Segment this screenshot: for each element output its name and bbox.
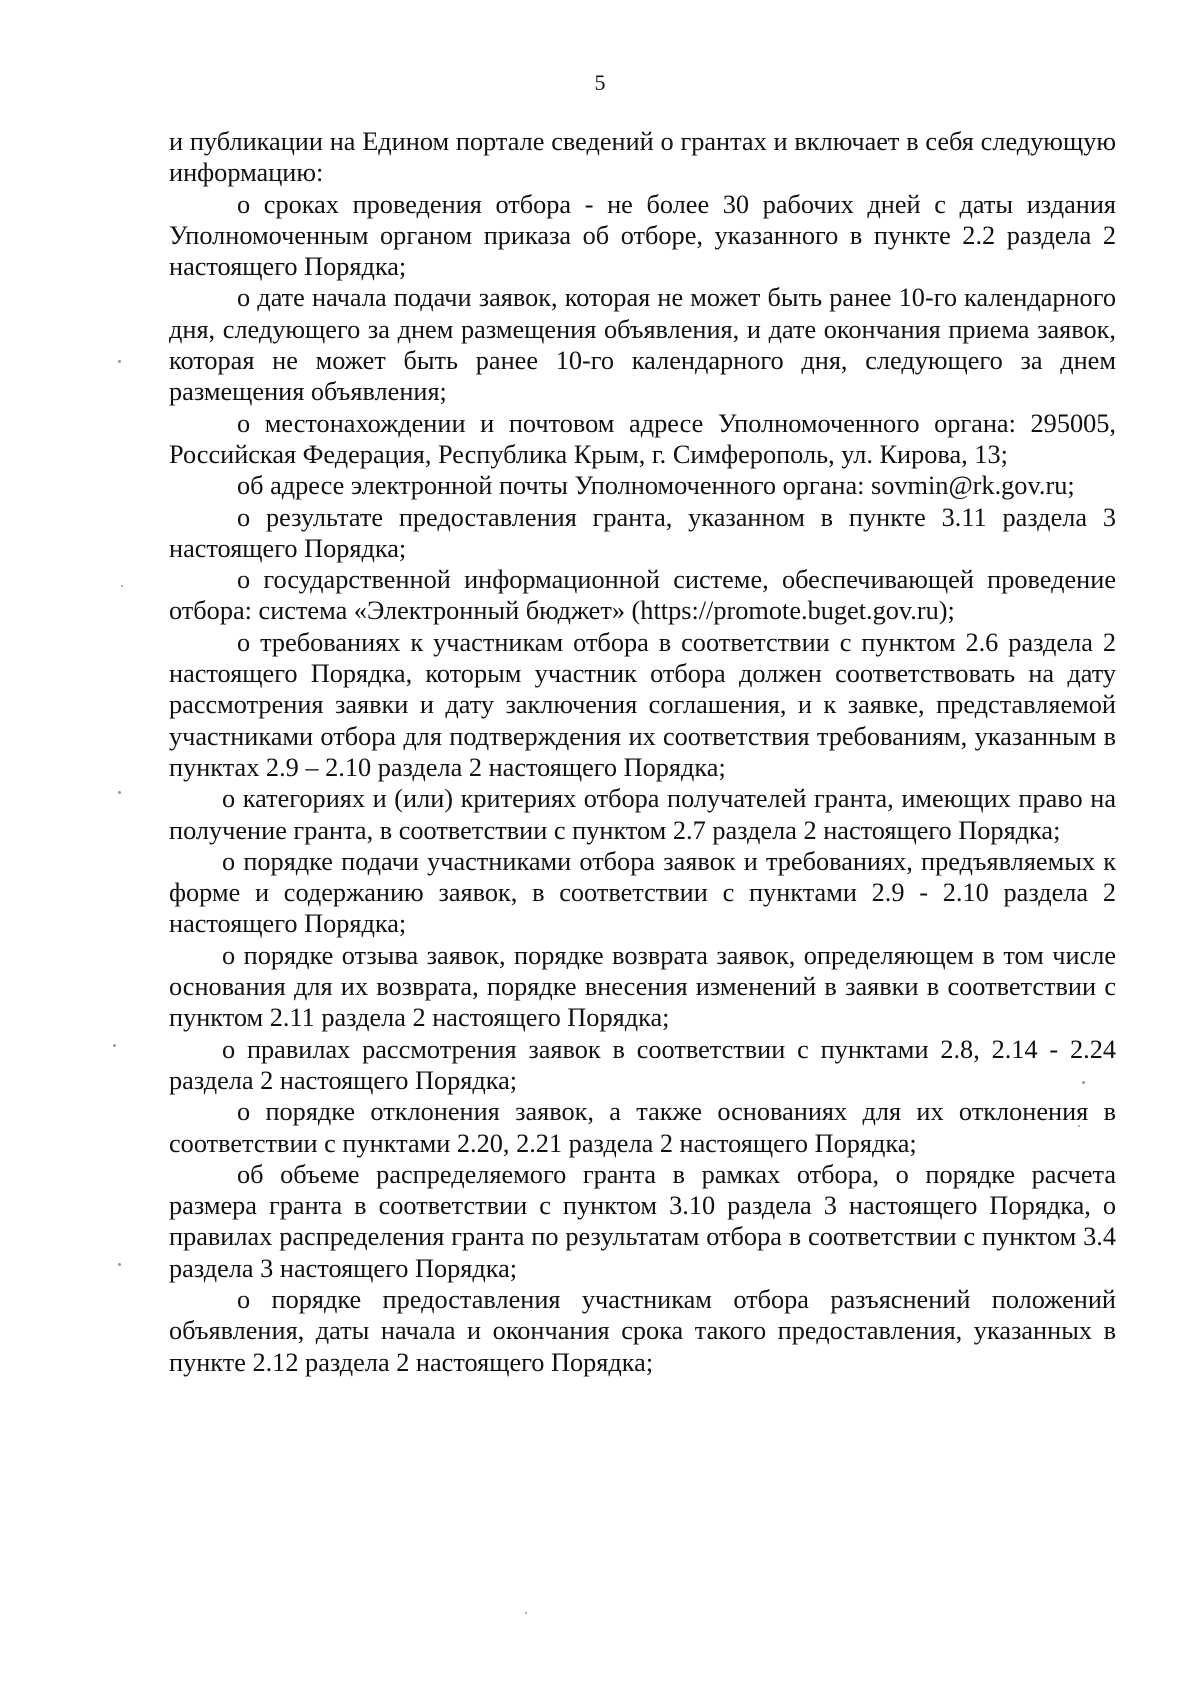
scan-speck	[113, 1044, 116, 1047]
paragraph-rejection: о порядке отклонения заявок, а также основаниях для их отклонения в соответствии с пунктами 2.20, 2.21 раздела 2 настоящего Порядка;	[169, 1097, 1116, 1158]
paragraph-deadlines: о сроках проведения отбора - не более 30 рабочих дней с даты издания Уполномоченным органом приказа об отборе, указанного в пункте 2.2 раздела 2 настоящего Порядка;	[169, 189, 1116, 282]
paragraph-requirements: о требованиях к участникам отбора в соответствии с пунктом 2.6 раздела 2 настоящего Порядка, которым участник отбора должен соответствовать на дату рассмотрения заявки и дату заключения соглашения, и к заявке, представляемой участниками отбора для подтверждения их соответствия требованиям, указанным в пунктах 2.9 – 2.10 раздела 2 настоящего Порядка;	[169, 627, 1116, 782]
paragraph-result: о результате предоставления гранта, указанном в пункте 3.11 раздела 3 настоящего Порядка;	[169, 502, 1116, 563]
paragraph-submission-order: о порядке подачи участниками отбора заявок и требованиях, предъявляемых к форме и содержанию заявок, в соответствии с пунктами 2.9 - 2.10 раздела 2 настоящего Порядка;	[169, 846, 1116, 939]
scan-speck	[118, 791, 121, 794]
scan-speck	[118, 1263, 121, 1266]
paragraph-withdrawal: о порядке отзыва заявок, порядке возврата заявок, определяющем в том числе основания для их возврата, порядке внесения изменений в заявки в соответствии с пунктом 2.11 раздела 2 настоящего Порядка;	[169, 940, 1116, 1033]
paragraph-start-date: о дате начала подачи заявок, которая не может быть ранее 10-го календарного дня, следующего за днем размещения объявления, и дате окончания приема заявок, которая не может быть ранее 10-го календарного дня, следующего за днем размещения объявления;	[169, 283, 1116, 407]
paragraph-email: об адресе электронной почты Уполномоченного органа: sovmin@rk.gov.ru;	[237, 471, 1075, 501]
document-body	[169, 126, 1116, 1378]
scan-speck	[121, 585, 123, 587]
paragraph-info-system: о государственной информационной системе, обеспечивающей проведение отбора: система «Электронный бюджет» (https://promote.buget.gov.ru);	[169, 565, 1116, 626]
paragraph-clarifications: о порядке предоставления участникам отбора разъяснений положений объявления, даты начала и окончания срока такого предоставления, указанных в пункте 2.12 раздела 2 настоящего Порядка;	[169, 1284, 1116, 1377]
scan-speck	[525, 1612, 527, 1614]
paragraph-intro: и публикации на Едином портале сведений о грантах и включает в себя следующую информацию:	[169, 127, 1116, 188]
paragraph-categories: о категориях и (или) критериях отбора получателей гранта, имеющих право на получение гранта, в соответствии с пунктом 2.7 раздела 2 настоящего Порядка;	[169, 784, 1116, 845]
paragraph-review-rules: о правилах рассмотрения заявок в соответствии с пунктами 2.8, 2.14 - 2.24 раздела 2 настоящего Порядка;	[169, 1034, 1116, 1095]
paragraph-address: о местонахождении и почтовом адресе Уполномоченного органа: 295005, Российская Федерация, Республика Крым, г. Симферополь, ул. Кирова, 13;	[169, 408, 1116, 469]
page-number: 5	[594, 70, 606, 95]
paragraph-grant-volume: об объеме распределяемого гранта в рамках отбора, о порядке расчета размера гранта в соответствии с пунктом 3.10 раздела 3 настоящего Порядка, о правилах распределения гранта по результатам отбора в соответствии с пунктом 3.4 раздела 3 настоящего Порядка;	[169, 1159, 1116, 1283]
scan-speck	[118, 360, 121, 363]
